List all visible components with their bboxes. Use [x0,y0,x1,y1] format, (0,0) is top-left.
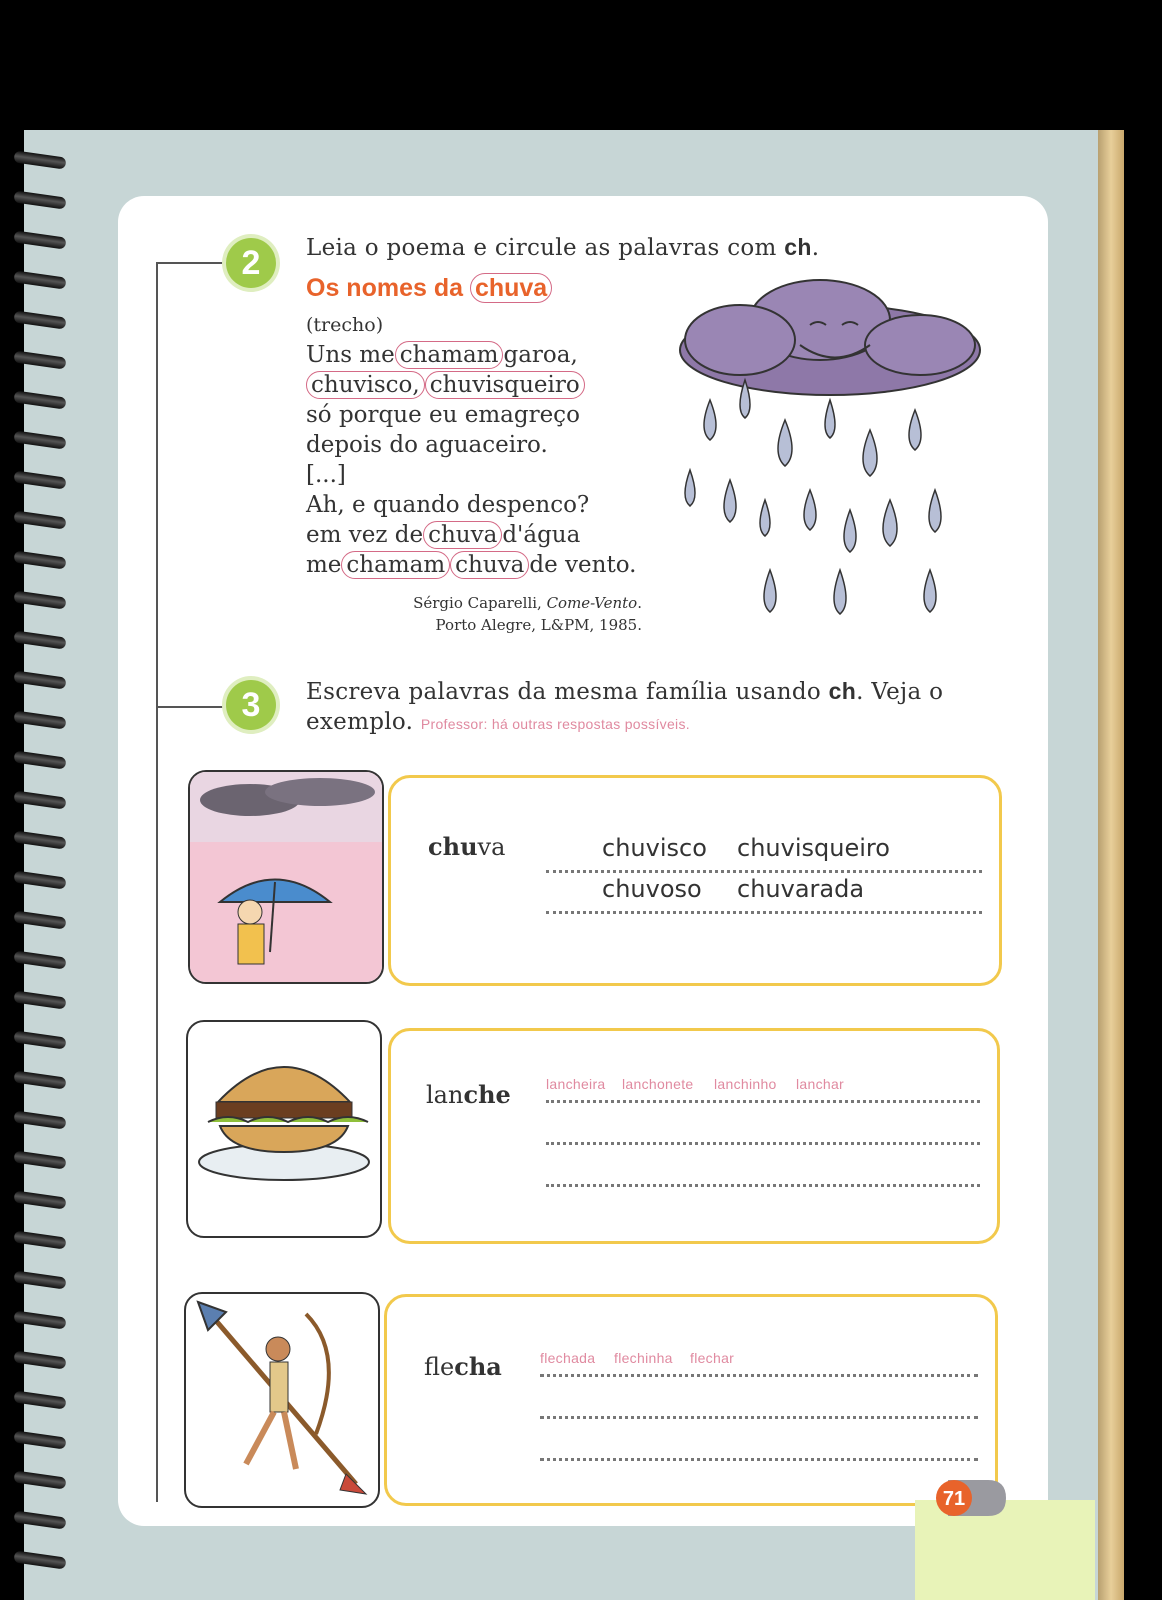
poem-text: em vez de [306,522,424,548]
writing-line[interactable] [546,1100,980,1103]
poem-credit [413,592,642,636]
spiral-coil [13,150,66,169]
spiral-coil [13,590,66,609]
answer-word: lanchonete [622,1076,694,1092]
answer-word: flechada [540,1350,596,1366]
answer-box-lanche [388,1028,1000,1244]
instruction-end: . [811,235,820,261]
answer-word: lancheira [546,1076,606,1092]
spiral-coil [13,1230,66,1249]
exercise-number-3: 3 [226,680,276,730]
exercise-3-instruction [306,676,943,739]
spiral-coil [13,1110,66,1129]
poem-text: d'água [502,522,581,548]
spiral-binding [0,140,70,1600]
spiral-coil [13,1470,66,1489]
spiral-coil [13,1150,66,1169]
spiral-coil [13,1510,66,1529]
exercise-number-2: 2 [226,238,276,288]
instruction-text: Leia o poema e circule as palavras com [306,235,785,261]
rain-cloud-illustration [670,270,990,650]
poem-text: me [306,552,342,578]
spiral-coil [13,910,66,929]
spiral-coil [13,1270,66,1289]
circled-word: chuvisqueiro [425,371,585,399]
answer-word: chuvoso [602,875,702,903]
spiral-coil [13,870,66,889]
poem-text: garoa, [503,342,578,368]
spiral-coil [13,190,66,209]
spiral-coil [13,390,66,409]
umbrella-rain-picture [188,770,384,984]
poem-text: Uns me [306,342,395,368]
base-word-chuva [428,832,505,861]
word-rest: va [477,833,506,861]
circled-word: chamam [395,341,504,369]
guide-tick-3 [156,706,230,708]
poem-line [306,550,636,580]
instruction-text: Escreva palavras da mesma família usando [306,679,829,705]
spiral-coil [13,1350,66,1369]
word-bold: che [463,1080,511,1109]
raindrops-icon [685,380,941,614]
spiral-coil [13,990,66,1009]
word-pre: fle [424,1353,455,1381]
answer-word: lanchar [796,1076,845,1092]
poem [306,310,636,580]
base-word-lanche [426,1080,511,1109]
spiral-coil [13,710,66,729]
credit-line-2: Porto Alegre, L&PM, 1985. [435,616,642,634]
exercise-guide-line [156,262,158,1502]
writing-line[interactable] [540,1374,978,1377]
poem-line [306,520,636,550]
writing-line[interactable] [546,911,982,914]
spiral-coil [13,1390,66,1409]
answer-word: lanchinho [714,1076,777,1092]
spiral-coil [13,830,66,849]
poem-line: depois do aguaceiro. [306,432,548,458]
cloud-icon [680,280,980,395]
page-number: 71 [942,1488,966,1510]
spiral-coil [13,270,66,289]
word-bold: cha [454,1352,502,1381]
instruction-text: exemplo. [306,709,414,735]
answer-box-flecha [384,1294,998,1506]
spiral-coil [13,630,66,649]
poem-text: de vento. [529,552,637,578]
poem-line: [...] [306,462,346,488]
answer-word: flechar [690,1350,735,1366]
spiral-coil [13,670,66,689]
credit-line-1 [413,592,642,614]
writing-line[interactable] [540,1458,978,1461]
answer-word: chuvisco [602,834,707,862]
teacher-note: Professor: há outras respostas possíveis. [420,716,690,732]
spiral-coil [13,750,66,769]
base-word-flecha [424,1352,502,1381]
spiral-coil [13,310,66,329]
exercise-2-instruction [306,234,819,261]
spiral-coil [13,230,66,249]
spiral-coil [13,350,66,369]
spiral-coil [13,1190,66,1209]
spiral-coil [13,1310,66,1329]
word-bold: chu [428,832,478,861]
instruction-bold: ch [828,678,857,704]
spiral-coil [13,510,66,529]
spiral-coil [13,1070,66,1089]
writing-line[interactable] [540,1416,978,1419]
page-number-badge [934,1478,1008,1518]
circled-word: chamam [341,551,450,579]
writing-line[interactable] [546,870,982,873]
answer-word: chuvisqueiro [737,834,890,862]
poem-line [306,370,636,400]
spiral-coil [13,470,66,489]
archer-picture [184,1292,380,1508]
circled-word: chuvisco, [306,371,425,399]
hamburger-picture [186,1020,382,1238]
poem-title-text: Os nomes da [306,274,470,302]
page-edge [1098,130,1124,1600]
poem-subtitle: (trecho) [306,314,384,336]
spiral-coil [13,950,66,969]
guide-tick-2 [156,262,230,264]
answer-word: flechinha [614,1350,673,1366]
poem-title [306,274,552,303]
instruction-end: . Veja o [856,679,944,705]
circled-word: chuva [423,521,502,549]
spiral-coil [13,430,66,449]
credit-book: Come-Vento [546,594,638,612]
instruction-line-2 [306,707,943,739]
circled-word: chuva [450,551,529,579]
writing-line[interactable] [546,1142,980,1145]
spiral-coil [13,1030,66,1049]
spiral-coil [13,790,66,809]
poem-line [306,340,636,370]
instruction-line-1 [306,676,943,707]
writing-line[interactable] [546,1184,980,1187]
poem-line: Ah, e quando despenco? [306,492,590,518]
answer-word: chuvarada [737,875,865,903]
word-pre: lan [426,1081,464,1109]
spiral-coil [13,1430,66,1449]
spiral-coil [13,1550,66,1569]
credit-end: . [637,594,642,612]
instruction-bold: ch [784,234,812,260]
spiral-coil [13,550,66,569]
circled-word: chuva [470,273,552,303]
credit-author: Sérgio Caparelli, [413,594,547,612]
poem-line: só porque eu emagreço [306,402,580,428]
